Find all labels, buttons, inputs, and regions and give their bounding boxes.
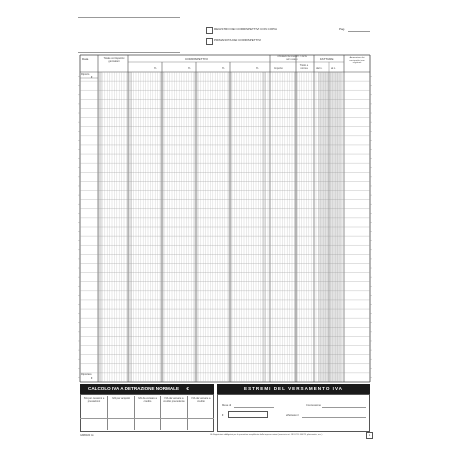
versamento-concessione-line [322,407,366,408]
pct-mark-3: % [222,67,225,70]
header-totale: Totale corrispettivi giornalieri [103,57,125,63]
versamento-iva-title: ESTREMI DEL VERSAMENTO IVA [244,386,343,391]
header-fatture: FATTURE [320,57,334,61]
riporto-unit: € [91,76,93,79]
footer-note: Gli Registratori obbligatori per le procedure semplificate delle imprese minori (esercizio art. 18 D.P.R. 600/73, planimetria, ecc.) [210,434,323,436]
calcolo-amount-line [80,418,214,419]
header-corrispettivi: CORRISPETTIVI [185,57,209,61]
calcolo-iva-title: CALCOLO IVA A DETRAZIONE NORMALE [88,386,180,391]
calcolo-col-divider-2 [134,396,135,430]
header-operazioni: OPERAZIONI ESENTI O NON IMPONIBILI [277,56,307,61]
calcolo-col-3: IVA da versare a credito [138,397,157,403]
riporto-label: Riporto [81,73,90,76]
header-ammontare: Ammontare dei corrispettivi non registrati [349,57,365,65]
header-fatture-from: dal n. [316,67,323,70]
calcolo-iva-header [80,384,214,394]
versamento-iva-header [217,384,370,394]
versamento-amount-box[interactable] [228,411,268,418]
registro-option-label: REGISTRO DEI CORRISPETTIVI CON COPIA [214,27,278,31]
header-titolo: Titolo e norma [299,64,309,70]
calcolo-col-divider-4 [187,396,188,430]
versamento-mese-label: Mese di [222,404,232,407]
versamento-data-label: effettuato il [286,414,299,417]
calcolo-col-divider-1 [107,396,108,430]
header-data: Data [82,57,89,61]
versamento-concessione-label: Concessione [306,404,321,407]
primanota-option-label: PRIMANOTA DEI CORRISPETTIVI [214,38,262,42]
calcolo-col-2: IVA per acquisti [112,397,130,400]
riportare-label: Riportare [81,373,92,376]
footer-page-box: 1 [366,432,373,439]
calcolo-col-5: IVA da versare a credito [191,397,211,403]
calcolo-iva-unit: € [186,386,189,391]
header-fatture-to: al n. [331,67,336,70]
header-importo: Importo [274,67,283,70]
calcolo-col-4: IVA da versare a credito precedente [163,397,185,403]
form-code: GMB020 4v [80,434,94,437]
pct-mark-2: % [188,67,191,70]
pct-mark-1: % [154,67,157,70]
page-label: Pag. [339,27,346,31]
pct-mark-4: % [256,67,259,70]
versamento-mese-line [234,407,274,408]
versamento-amount-label: € [222,414,224,417]
calcolo-col-divider-3 [160,396,161,430]
versamento-data-line [302,417,366,418]
calcolo-col-1: IVA per cessioni e prestazioni [83,397,105,403]
riportare-unit: € [91,377,93,380]
